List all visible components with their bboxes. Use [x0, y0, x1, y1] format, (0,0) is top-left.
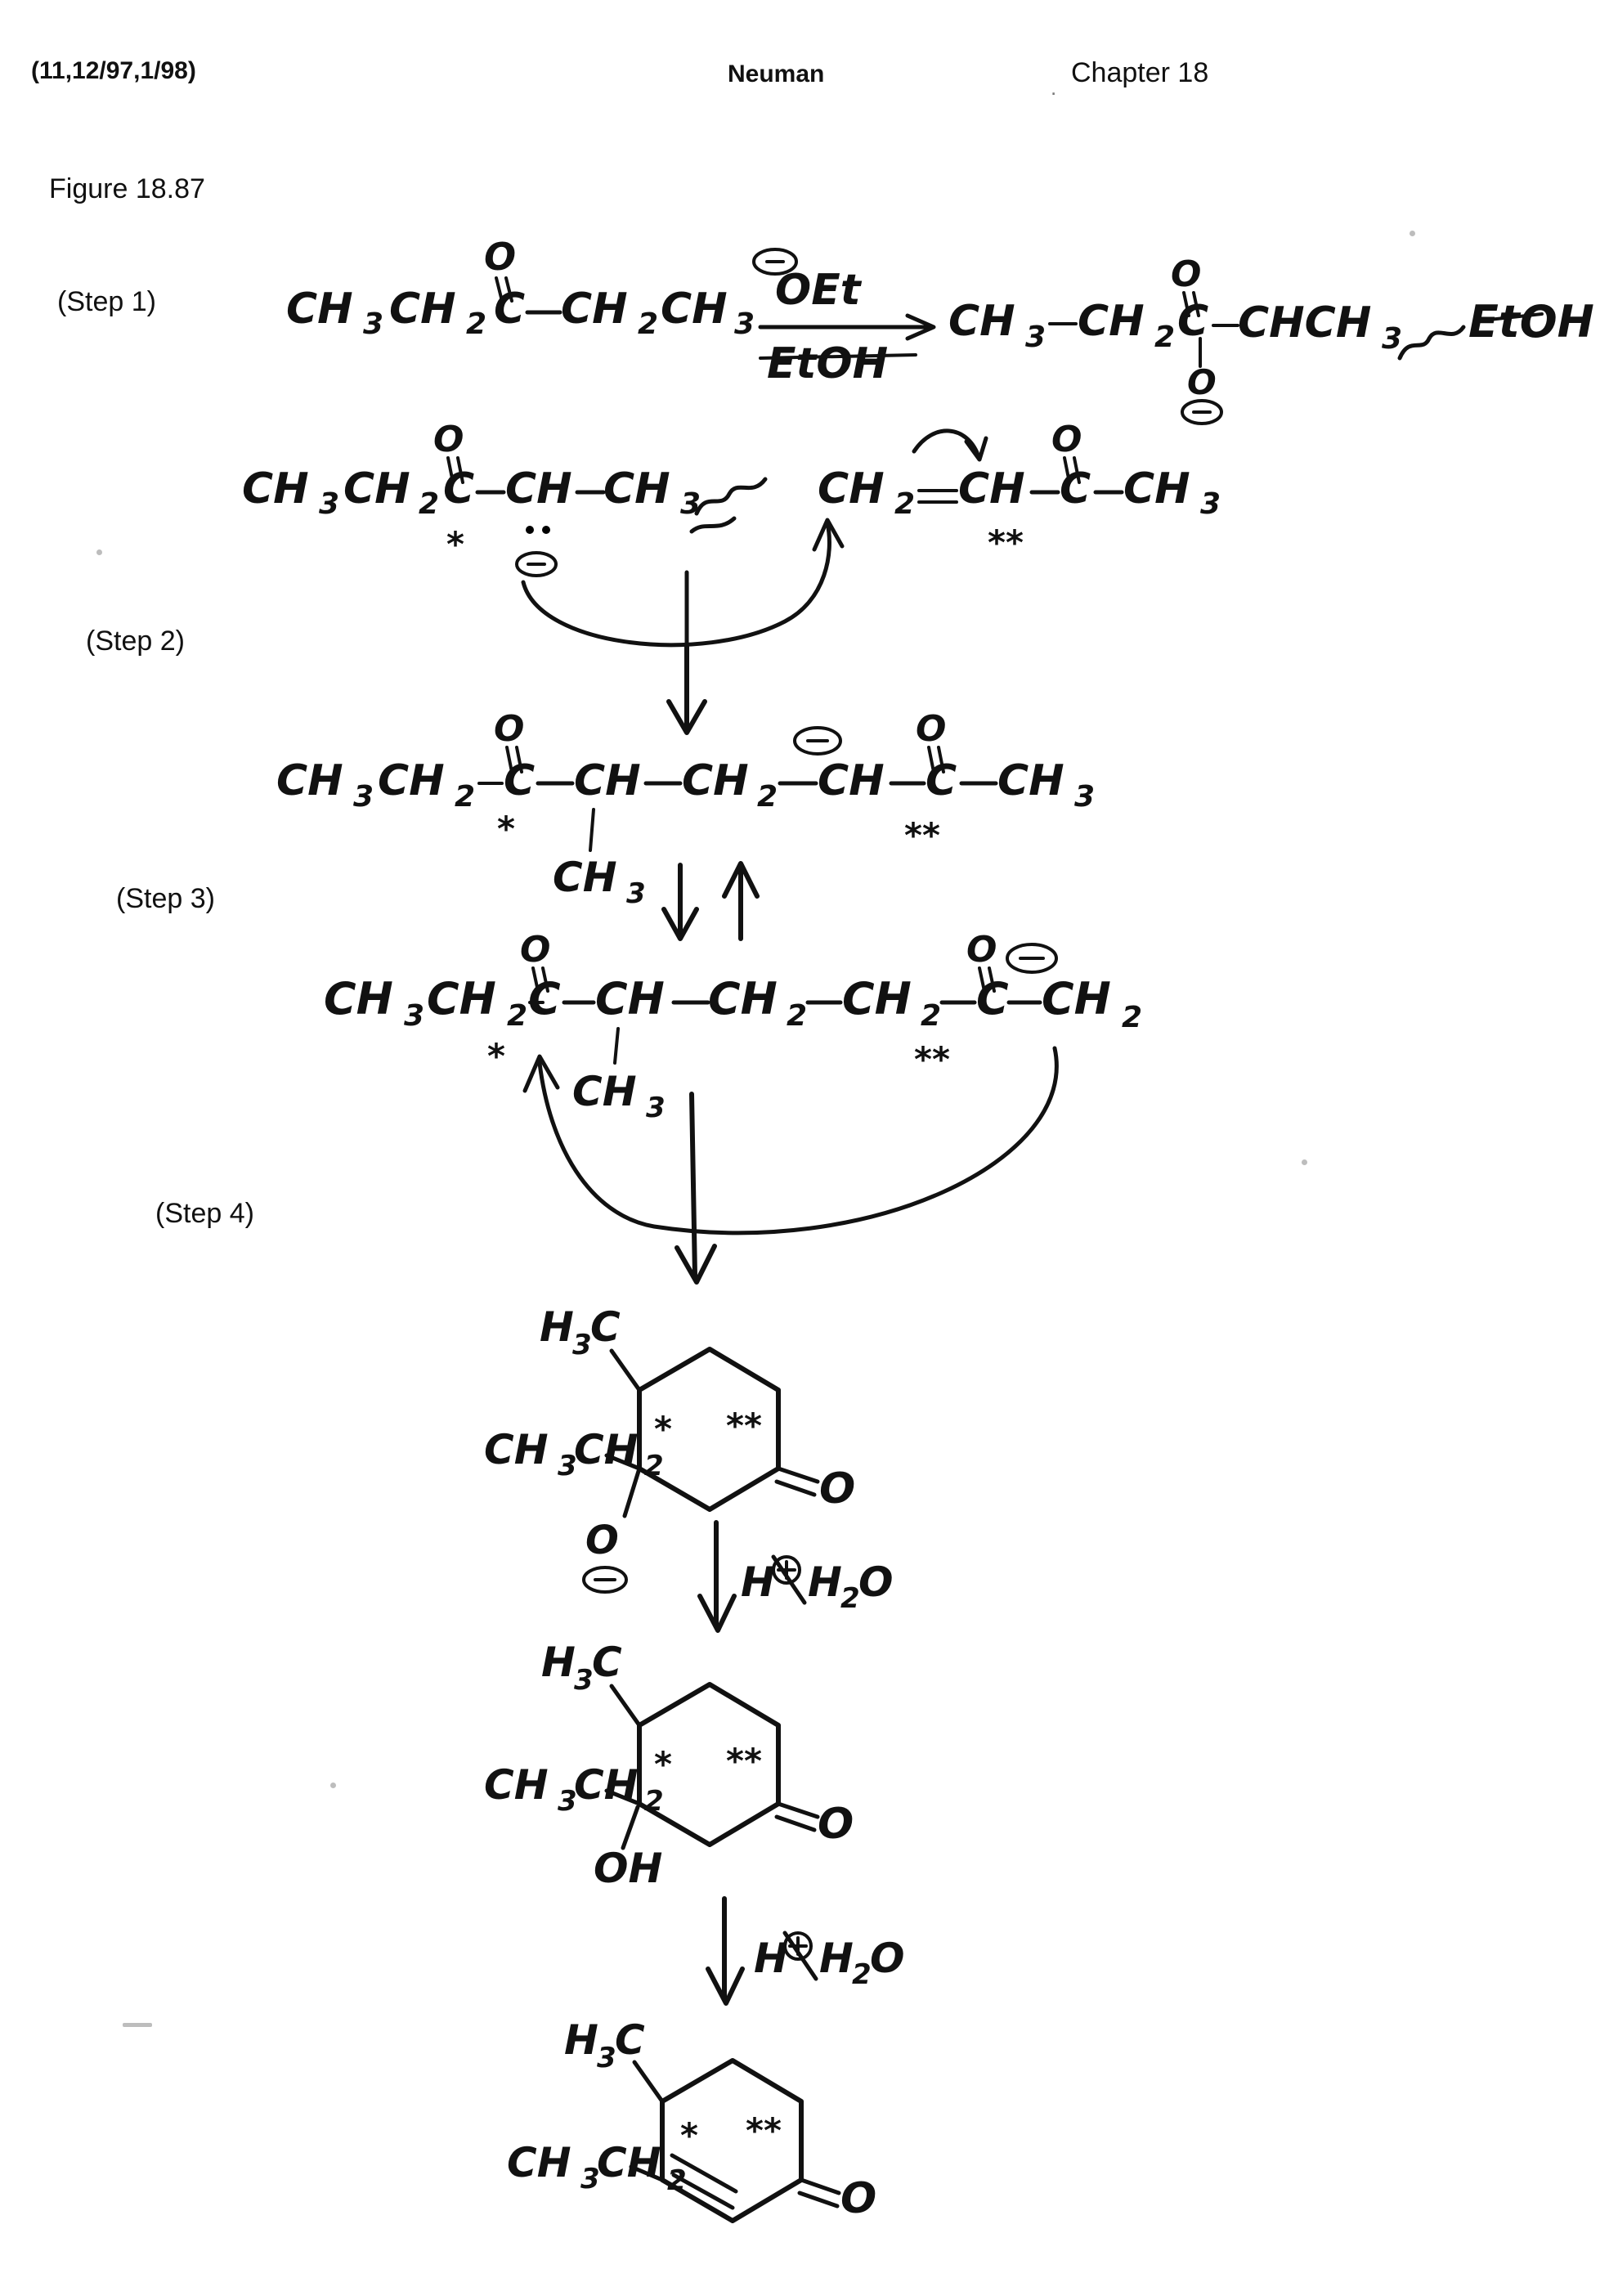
svg-text:C: C — [590, 1303, 621, 1351]
svg-text:O: O — [520, 929, 551, 971]
svg-text:CH: CH — [378, 756, 445, 805]
svg-text:3: 3 — [597, 2042, 616, 2074]
svg-text:CH: CH — [343, 464, 410, 513]
step2-product-structure — [276, 708, 1095, 910]
svg-text:3: 3 — [580, 2163, 600, 2195]
svg-text:CH: CH — [572, 1068, 637, 1115]
svg-text:2: 2 — [921, 999, 942, 1033]
svg-text:3: 3 — [404, 999, 425, 1033]
svg-text:H: H — [564, 2016, 598, 2064]
arrow-down-step4 — [677, 1094, 715, 1282]
svg-text:3: 3 — [626, 877, 646, 910]
svg-text:O: O — [966, 929, 997, 971]
svg-text:3: 3 — [558, 1450, 577, 1482]
svg-text:CH: CH — [948, 297, 1015, 346]
svg-text:3: 3 — [574, 1664, 594, 1697]
step3-product-structure — [324, 929, 1142, 1124]
svg-text:CH: CH — [597, 2139, 661, 2186]
svg-text:C: C — [528, 973, 561, 1025]
svg-text:H: H — [819, 1935, 854, 1982]
svg-text:C: C — [504, 756, 536, 805]
svg-text:O: O — [433, 419, 464, 460]
svg-text:3: 3 — [1025, 321, 1047, 354]
svg-text:**: ** — [904, 815, 940, 855]
svg-text:CH: CH — [484, 1426, 549, 1473]
enolate-left-structure — [242, 419, 701, 576]
svg-text:CH: CH — [661, 285, 728, 334]
svg-text:CH: CH — [286, 285, 353, 334]
svg-text:CH: CH — [708, 973, 778, 1025]
svg-text:2: 2 — [507, 999, 528, 1033]
svg-text:O: O — [494, 708, 525, 750]
svg-text:OEt: OEt — [775, 266, 861, 315]
page-header — [0, 57, 1609, 106]
svg-text:H: H — [808, 1558, 842, 1606]
svg-text:C: C — [1060, 464, 1091, 513]
svg-text:O: O — [1171, 253, 1202, 295]
svg-text:CH: CH — [818, 464, 885, 513]
svg-text:CH: CH — [595, 973, 665, 1025]
svg-text:C: C — [926, 756, 957, 805]
svg-text:CH: CH — [507, 2139, 571, 2186]
svg-text:CH: CH — [818, 756, 885, 805]
cyclohexenone-structure — [507, 2016, 876, 2223]
svg-text:H: H — [754, 1935, 788, 1982]
header-author: Neuman — [728, 61, 825, 87]
svg-text:C: C — [592, 1639, 622, 1686]
svg-text:*: * — [446, 524, 464, 564]
svg-text:EtOH: EtOH — [767, 339, 889, 388]
svg-text:2: 2 — [667, 2164, 687, 2197]
scan-speck — [123, 2023, 152, 2027]
svg-text:CH: CH — [574, 1761, 639, 1809]
svg-text:3: 3 — [1200, 487, 1221, 521]
svg-text:2: 2 — [455, 780, 476, 814]
svg-text:2: 2 — [787, 999, 808, 1033]
cyclohexanone-alkoxide-structure — [484, 1303, 855, 1592]
step-label-3: (Step 3) — [116, 883, 215, 914]
svg-text:**: ** — [988, 522, 1024, 563]
svg-text:H: H — [541, 1639, 576, 1686]
svg-text:**: ** — [914, 1039, 950, 1079]
svg-text:CHCH: CHCH — [1238, 298, 1372, 348]
svg-text:C: C — [494, 285, 526, 334]
svg-text:CH: CH — [242, 464, 309, 513]
header-separator-dot: . — [1051, 75, 1057, 100]
svg-text:3: 3 — [1074, 780, 1096, 814]
svg-text:C: C — [976, 973, 1009, 1025]
svg-text:H: H — [741, 1558, 775, 1606]
svg-text:H: H — [540, 1303, 574, 1351]
svg-text:3: 3 — [734, 307, 755, 341]
hydrolysis-arrow-1 — [700, 1522, 894, 1630]
svg-text:CH: CH — [603, 464, 670, 513]
hydrolysis-arrow-2 — [708, 1899, 905, 2003]
arrow-down-step2 — [669, 646, 705, 733]
svg-text:C: C — [443, 464, 475, 513]
svg-text:O: O — [818, 1800, 854, 1849]
svg-text:O: O — [484, 235, 517, 279]
svg-text:2: 2 — [419, 487, 440, 521]
svg-text:CH: CH — [1042, 973, 1111, 1025]
svg-text:CH: CH — [574, 1426, 639, 1473]
svg-text:CH: CH — [389, 285, 456, 334]
svg-text:O: O — [870, 1935, 905, 1982]
svg-text:*: * — [680, 2115, 698, 2155]
scan-speck — [330, 1783, 336, 1788]
svg-text:CH: CH — [574, 756, 641, 805]
svg-text:CH: CH — [842, 973, 912, 1025]
svg-text:CH: CH — [324, 973, 393, 1025]
svg-text:3: 3 — [363, 307, 384, 341]
svg-text:O: O — [858, 1558, 894, 1606]
svg-text:2: 2 — [894, 487, 916, 521]
svg-text:2: 2 — [852, 1958, 872, 1991]
svg-text:CH: CH — [997, 756, 1064, 805]
svg-text:2: 2 — [644, 1785, 664, 1818]
svg-text:CH: CH — [505, 464, 572, 513]
step-label-2: (Step 2) — [86, 626, 185, 657]
svg-text:3: 3 — [1382, 322, 1403, 356]
intramolecular-aldol-arrow — [525, 1048, 1056, 1233]
svg-text:O: O — [1051, 419, 1082, 460]
svg-text:3: 3 — [558, 1785, 577, 1818]
svg-text:C: C — [1177, 297, 1209, 346]
scan-speck — [1302, 1159, 1307, 1165]
svg-text:C: C — [615, 2016, 645, 2064]
svg-text:3: 3 — [353, 780, 374, 814]
svg-text:2: 2 — [840, 1582, 860, 1615]
scan-speck — [1410, 231, 1415, 236]
svg-text:**: ** — [726, 1406, 762, 1446]
svg-text:CH: CH — [276, 756, 343, 805]
step1-reactant — [286, 235, 755, 341]
step1-product — [948, 253, 1402, 424]
svg-text:3: 3 — [319, 487, 340, 521]
svg-text:*: * — [497, 809, 515, 849]
svg-text:3: 3 — [572, 1329, 592, 1361]
svg-text:*: * — [654, 1409, 672, 1449]
svg-text:CH: CH — [427, 973, 496, 1025]
header-chapter: Chapter 18 — [1071, 57, 1209, 88]
cyclohexanone-alcohol-structure — [484, 1639, 854, 1892]
svg-text:O: O — [819, 1464, 856, 1513]
svg-text:CH: CH — [682, 756, 749, 805]
svg-text:CH: CH — [484, 1761, 549, 1809]
michael-attack-curved-arrow — [523, 520, 842, 645]
header-date: (11,12/97,1/98) — [31, 57, 196, 84]
equilibrium-arrows-step3 — [664, 863, 757, 939]
michael-acceptor-structure — [818, 419, 1221, 563]
svg-text:O: O — [916, 708, 947, 750]
figure-label: Figure 18.87 — [49, 173, 205, 204]
enolate-and-squiggle — [692, 479, 765, 531]
svg-text:O: O — [840, 2174, 877, 2223]
svg-text:**: ** — [726, 1741, 762, 1781]
svg-text:O: O — [1187, 362, 1217, 402]
step1-byproduct — [1400, 296, 1594, 358]
svg-text:2: 2 — [638, 307, 659, 341]
svg-text:CH: CH — [561, 285, 628, 334]
step1-reagent-arrow — [754, 249, 934, 388]
svg-text:OH: OH — [594, 1845, 663, 1892]
step-label-1: (Step 1) — [57, 286, 156, 317]
svg-text:3: 3 — [646, 1092, 666, 1124]
svg-text:CH: CH — [553, 854, 617, 901]
svg-text:2: 2 — [757, 780, 778, 814]
svg-text:CH: CH — [958, 464, 1025, 513]
scan-speck — [96, 549, 102, 555]
svg-text:**: ** — [746, 2110, 782, 2150]
svg-text:2: 2 — [466, 307, 487, 341]
step-label-4: (Step 4) — [155, 1198, 254, 1229]
svg-text:O: O — [585, 1518, 619, 1563]
svg-text:2: 2 — [644, 1450, 664, 1482]
svg-text:CH: CH — [1123, 464, 1190, 513]
svg-text:2: 2 — [1122, 1001, 1143, 1034]
svg-text:2: 2 — [1154, 321, 1176, 354]
svg-text:EtOH: EtOH — [1468, 296, 1594, 348]
svg-text:*: * — [654, 1744, 672, 1784]
svg-text:3: 3 — [680, 487, 701, 521]
svg-text:CH: CH — [1078, 297, 1145, 346]
svg-text:*: * — [487, 1036, 505, 1076]
